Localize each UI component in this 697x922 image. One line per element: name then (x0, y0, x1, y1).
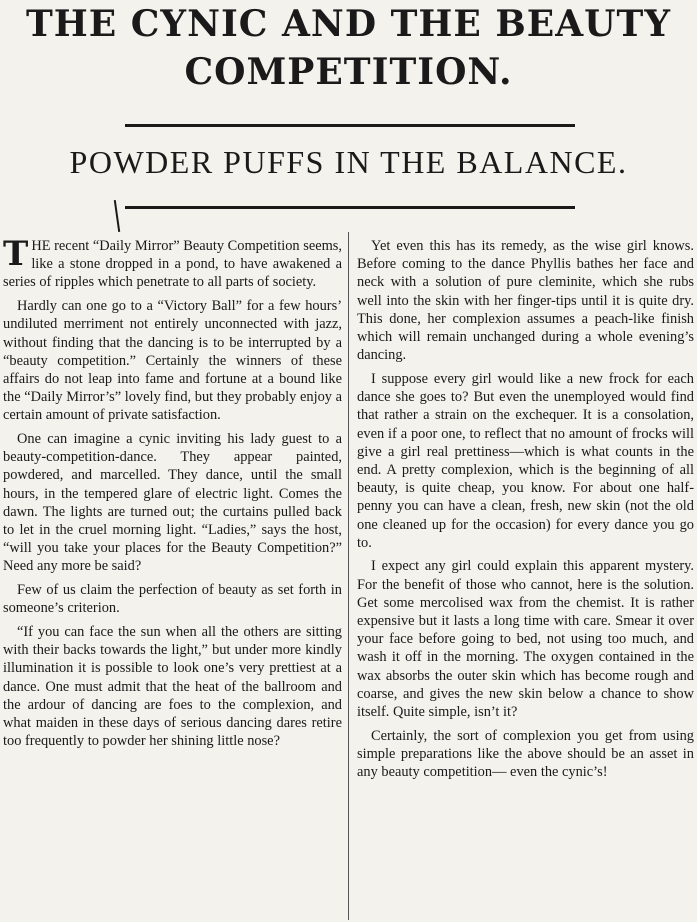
left-column (3, 234, 342, 756)
right-column (357, 237, 694, 787)
bottom-rule (125, 206, 575, 209)
headline-line-2: COMPETITION. (184, 51, 513, 93)
drop-cap: T (3, 234, 29, 274)
right-paragraph-4: Certainly, the sort of complexion you get from using simple preparations like the above should be an asset in any beauty competition— even the cynic’s! (357, 727, 694, 781)
headline-line-1: THE CYNIC AND THE BEAUTY (25, 3, 672, 45)
column-divider (348, 232, 349, 920)
right-paragraph-3: I expect any girl could explain this apparent mystery. For the benefit of those who cannot, here is the solution. Get some mercolised wax from the chemist. It is rather expensive but it lasts a long time with care. Smear it over your face before going to bed, not using too much, and wash it off in the morning. The oxygen contained in the wax absorbs the outer skin which has become rough and coarse, and gives the new skin below a chance to show itself. Quite simple, isn’t it? (357, 558, 694, 721)
top-rule (125, 124, 575, 127)
left-paragraph-5: “If you can face the sun when all the others are sitting with their backs towards the light,” but under more kindly illumination it is possible to look one’s very prettiest at a dance. One must admit that the heat of the ballroom and the ardour of dancing are foes to the complexion, and what maiden in these days of serious dancing dares retire too frequently to powder her shining little nose? (3, 624, 342, 750)
left-paragraph-3: One can imagine a cynic inviting his lady guest to a beauty-competition-dance. They appear painted, powdered, and marcelled. They dance, until the small hours, in the tempered glare of electric light. Comes the dawn. The lights are turned out; the curtains pulled back to let in the cruel morning light. “Ladies,” says the host, “will you take your places for the Beauty Competition?” Need any more be said? (3, 431, 342, 575)
left-paragraph-1-text: HE recent “Daily Mirror” Beauty Competition seems, like a stone dropped in a pond, to have awakened a series of ripples which penetrate to all parts of society. (3, 238, 342, 291)
right-paragraph-1: Yet even this has its remedy, as the wise girl knows. Before coming to the dance Phyllis bathes her face and neck with a solution of pure cleminite, which she rubs well into the skin with her finger-tips until it is quite dry. This done, her complexion assumes a peach-like finish which will remain unchanged during a whole evening’s dancing. (357, 238, 694, 364)
headline (0, 0, 697, 96)
subheadline: POWDER PUFFS IN THE BALANCE. (69, 144, 628, 180)
pen-mark (114, 200, 120, 232)
left-paragraph-4: Few of us claim the perfection of beauty as set forth in someone’s criterion. (3, 582, 342, 617)
left-paragraph-2: Hardly can one go to a “Victory Ball” for a few hours’ undiluted merriment not entirely unconnected with jazz, without finding that the dancing is to be interrupted by a “beauty competition.” Certainly the winners of these affairs do not leap into fame and fortune at a bound like the “Daily Mirror’s” lovely find, but they probably enjoy a certain amount of private satisfaction. (3, 298, 342, 424)
left-paragraph-1 (3, 234, 342, 292)
right-paragraph-2: I suppose every girl would like a new frock for each dance she goes to? But even the unemployed would find that rather a strain on the exchequer. It is a consolation, even if a poor one, to reflect that no amount of frocks will give a girl real prettiness—which is what counts in the end. A pretty complexion, which is the beginning of all beauty, is quite cheap, you know. For about one half-penny you can have a clean, fresh, new skin (not the old one cleaned up for the occasion) for every dance you go to. (357, 370, 694, 551)
